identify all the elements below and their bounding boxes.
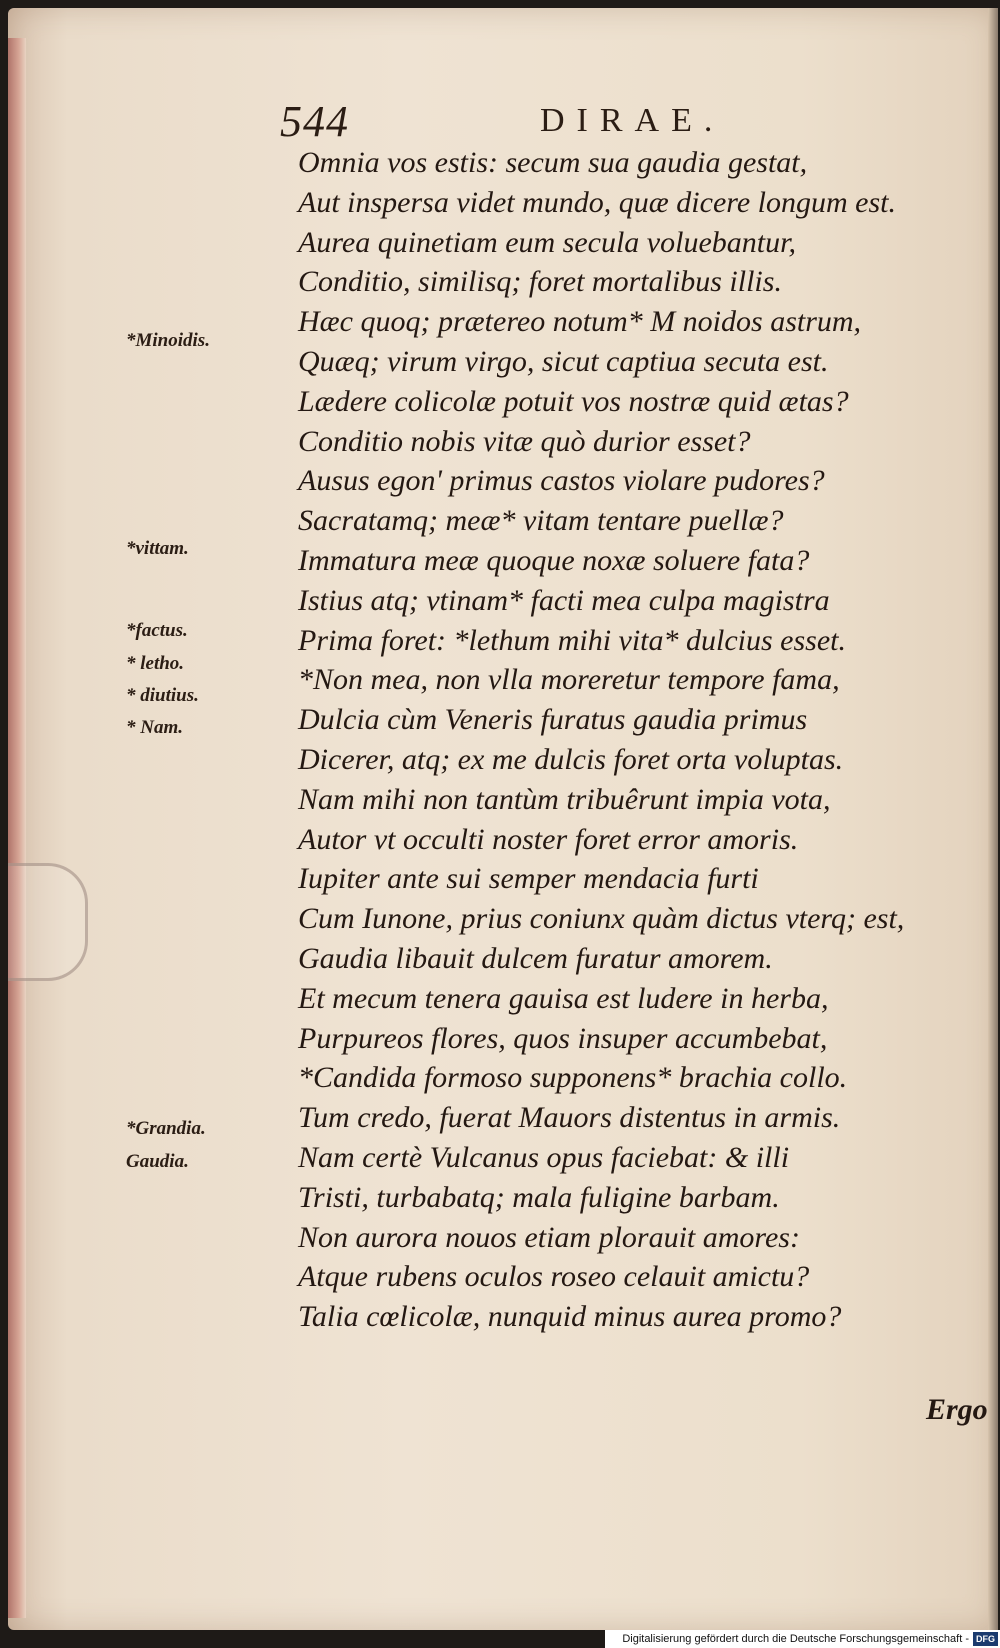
marginal-note: *Minoidis.	[126, 330, 210, 351]
verse-line: Autor vt occulti noster foret error amoris.	[298, 822, 799, 856]
verse-line: Hæc quoq; prætereo notum* M noidos astrum,	[298, 305, 862, 339]
verse-line: Dicerer, atq; ex me dulcis foret orta voluptas.	[298, 742, 844, 776]
marginal-note: Gaudia.	[126, 1151, 189, 1172]
marginal-note: *factus.	[126, 620, 188, 641]
verse-line: Dulcia cùm Veneris furatus gaudia primus	[298, 703, 808, 737]
book-page	[8, 8, 998, 1630]
verse-line: Nam certè Vulcanus opus faciebat: & illi	[298, 1140, 790, 1174]
verse-line: Prima foret: *lethum mihi vita* dulcius esset.	[298, 623, 846, 657]
verse-line: Atque rubens oculos roseo celauit amictu?	[298, 1260, 810, 1294]
marginal-note: * Nam.	[126, 717, 183, 738]
verse-line: Tristi, turbabatq; mala fuligine barbam.	[298, 1180, 780, 1214]
verse-line: Ausus egon' primus castos violare pudores?	[298, 464, 825, 498]
verse-line: Aut inspersa videt mundo, quæ dicere longum est.	[298, 185, 896, 219]
verse-line: Sacratamq; meæ* vitam tentare puellæ?	[298, 504, 784, 538]
verse-line: Istius atq; vtinam* facti mea culpa magistra	[298, 583, 830, 617]
running-head: DIRAE.	[540, 102, 725, 139]
marginal-note: *Grandia.	[126, 1118, 206, 1139]
page-right-edge	[988, 8, 998, 1630]
verse-line: Quæq; virum virgo, sicut captiua secuta est.	[298, 344, 829, 378]
footer-text: Digitalisierung gefördert durch die Deutsche Forschungsgemeinschaft -	[622, 1633, 969, 1645]
verse-line: *Non mea, non vlla moreretur tempore fama,	[298, 663, 840, 697]
verse-line: Gaudia libauit dulcem furatur amorem.	[298, 941, 773, 975]
marginal-note: * letho.	[126, 653, 185, 674]
verse-line: Immatura meæ quoque noxæ soluere fata?	[298, 543, 810, 577]
verse-line: Aurea quinetiam eum secula voluebantur,	[298, 225, 796, 259]
verse-line: Lædere colicolæ potuit vos nostræ quid ætas?	[298, 384, 849, 418]
page-number: 544	[280, 97, 349, 146]
page-clip	[8, 863, 88, 981]
verse-line: Purpureos flores, quos insuper accumbebat,	[298, 1021, 828, 1055]
page-left-edge	[8, 38, 26, 1618]
dfg-logo: DFG	[973, 1632, 998, 1646]
verse-line: Talia cœlicolæ, nunquid minus aurea promo?	[298, 1300, 842, 1334]
digitization-footer	[605, 1630, 1000, 1648]
verse-line: Iupiter ante sui semper mendacia furti	[298, 862, 759, 896]
verse-line: Et mecum tenera gauisa est ludere in herba,	[298, 981, 829, 1015]
marginal-note: * diutius.	[126, 685, 199, 706]
verse-line: Conditio nobis vitæ quò durior esset?	[298, 424, 751, 458]
verse-line: Omnia vos estis: secum sua gaudia gestat,	[298, 146, 808, 179]
catchword: Ergo	[926, 1393, 988, 1426]
verse-block	[298, 143, 958, 1337]
verse-line: *Candida formoso supponens* brachia collo.	[298, 1061, 848, 1095]
verse-line: Cum Iunone, prius coniunx quàm dictus vterq; est,	[298, 902, 905, 936]
verse-line: Conditio, similisq; foret mortalibus illis.	[298, 265, 782, 299]
verse-line: Nam mihi non tantùm tribuêrunt impia vota,	[298, 782, 831, 816]
verse-line: Tum credo, fuerat Mauors distentus in armis.	[298, 1101, 841, 1135]
marginal-note: *vittam.	[126, 538, 189, 559]
verse-line: Non aurora nouos etiam plorauit amores:	[298, 1220, 800, 1254]
